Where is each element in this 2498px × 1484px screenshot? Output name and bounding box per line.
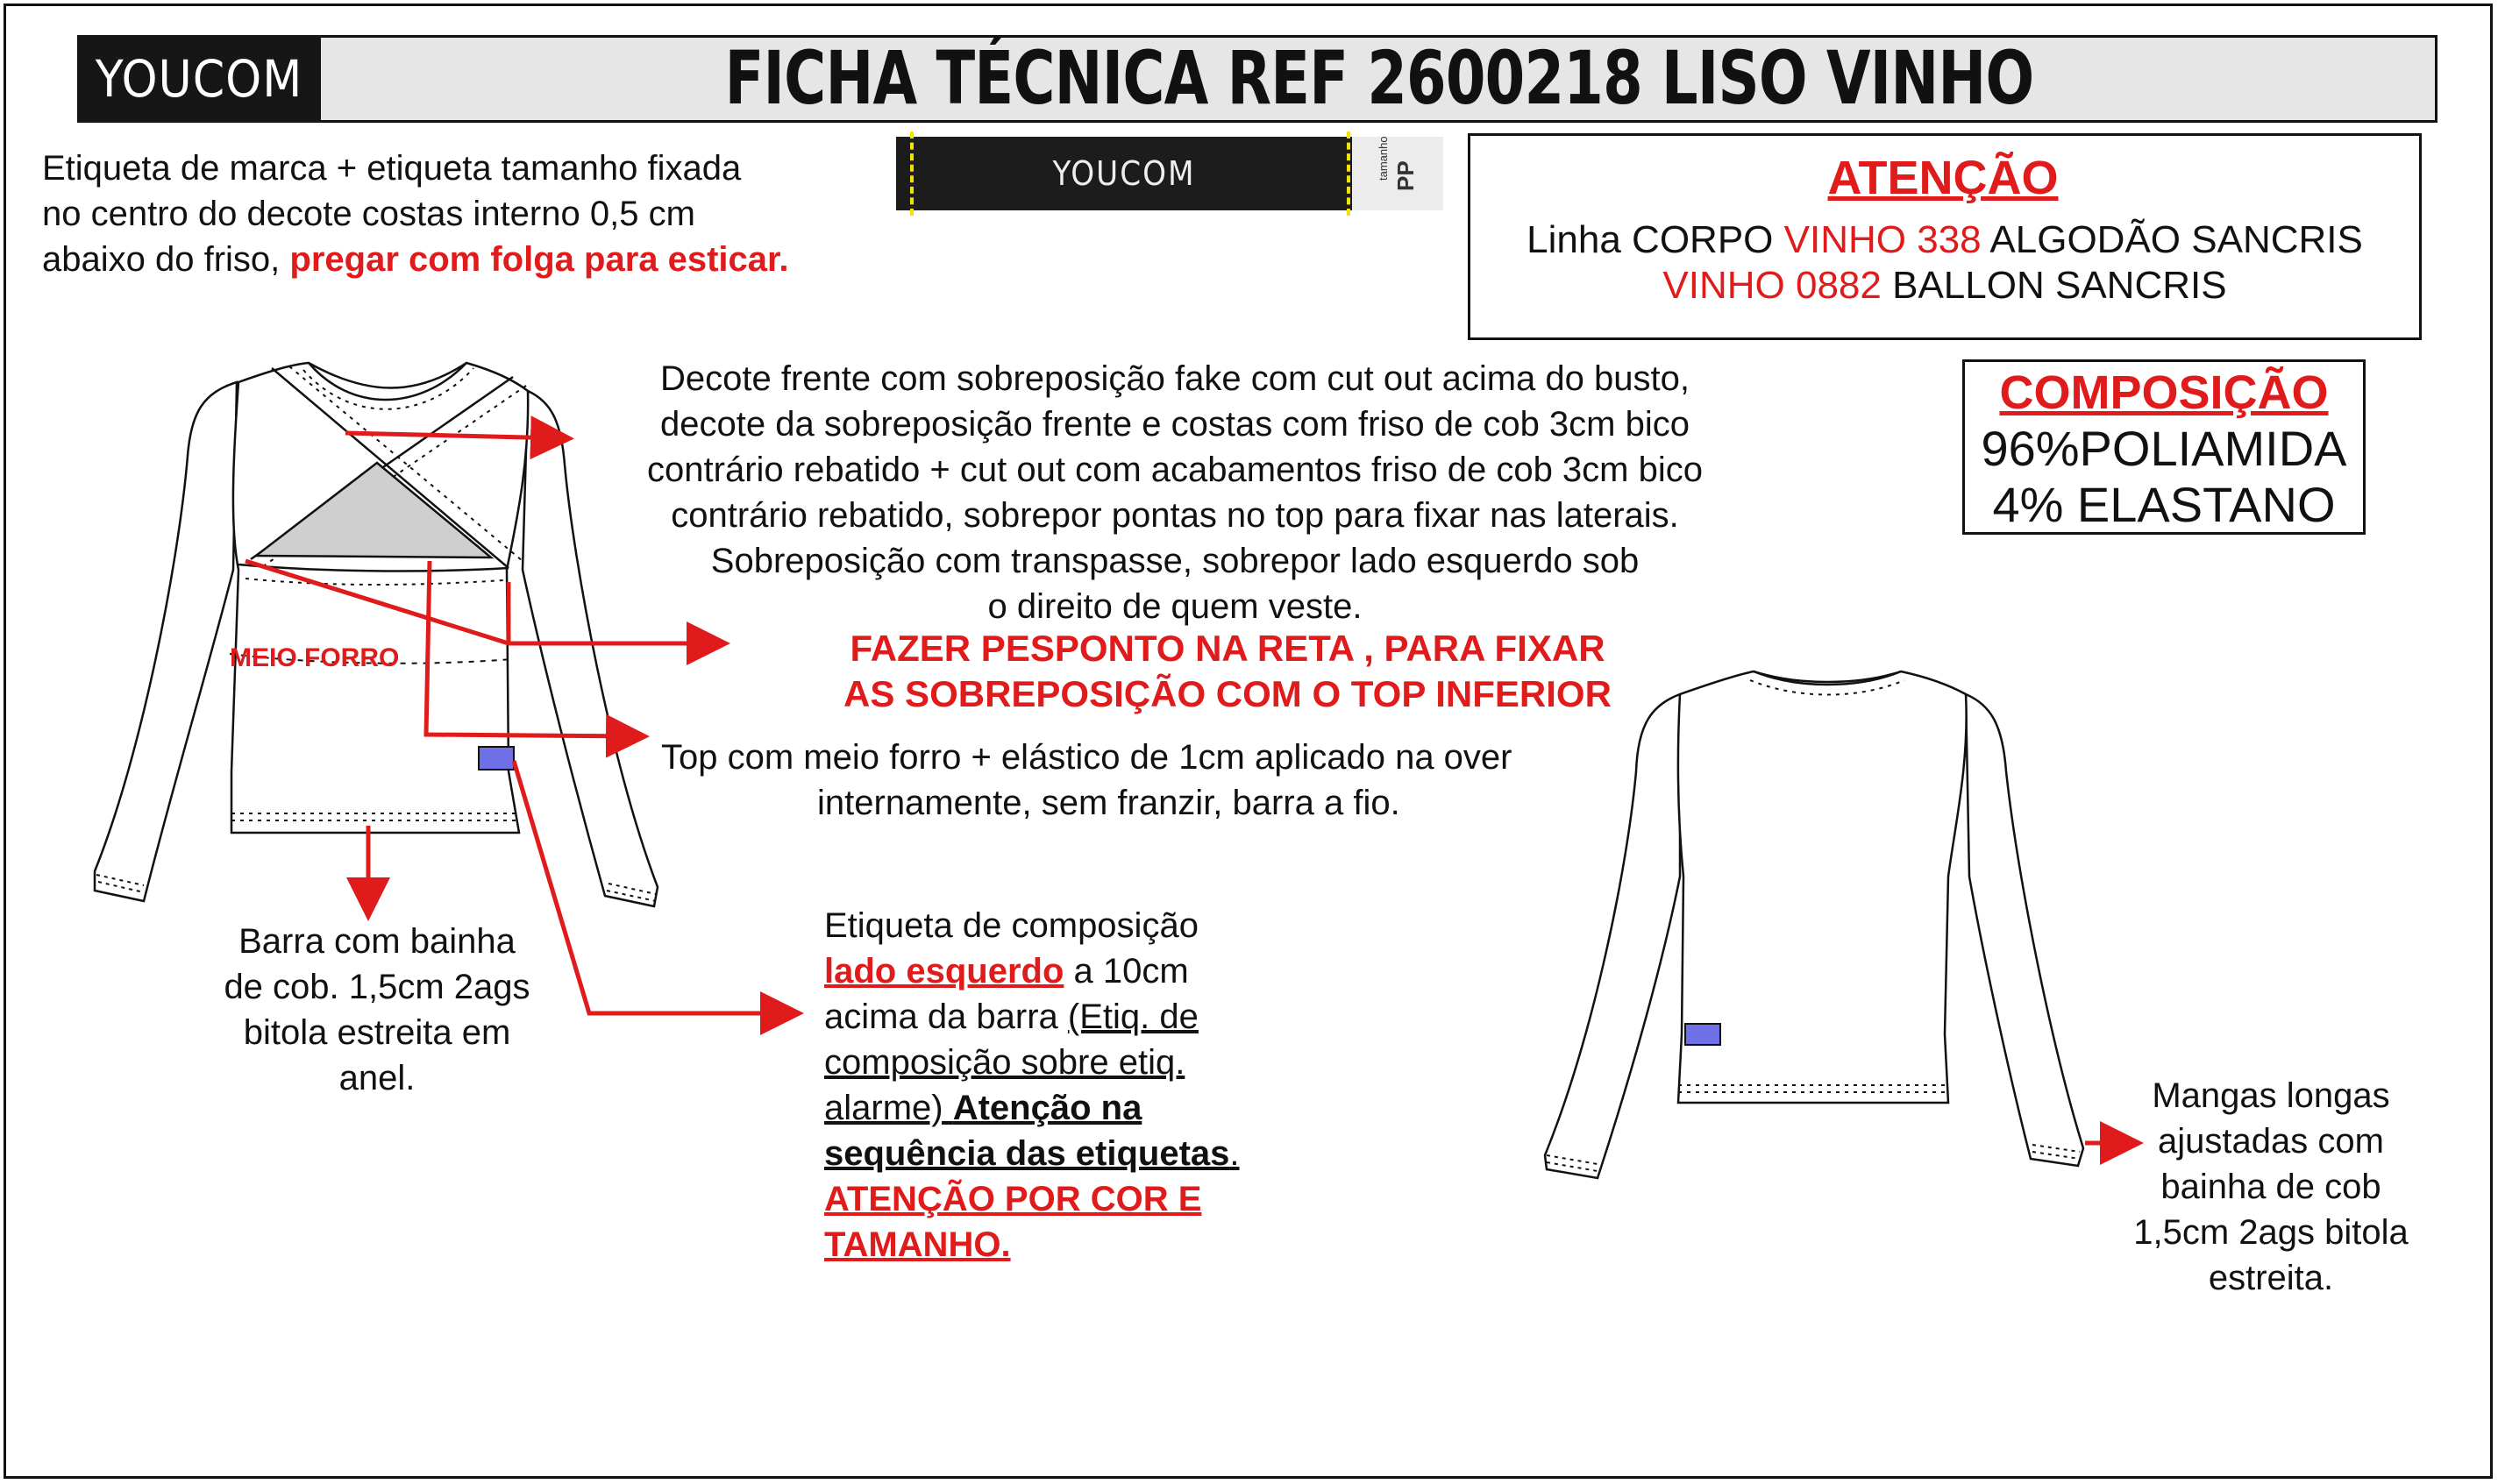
neckline-note-line: contrário rebatido + cut out com acabamentos friso de cob 3cm bico [647,451,1703,489]
neckline-note-line: contrário rebatido, sobrepor pontas no top para fixar nas laterais. [671,496,1679,535]
sleeve-note-line: ajustadas com [2158,1122,2384,1161]
care-note-line: sequência das etiquetas. [824,1134,1240,1173]
care-note-line: alarme) Atenção na [824,1089,1142,1127]
top-note-line: internamente, sem franzir, barra a fio. [817,784,1400,822]
sleeve-note-line: 1,5cm 2ags bitola [2133,1213,2409,1252]
sleeve-note-line: bainha de cob [2160,1168,2381,1206]
neckline-note-line: Decote frente com sobreposição fake com cut out acima do busto, [660,359,1690,398]
back-right-sleeve [1966,694,2083,1166]
stitch-note-line: AS SOBREPOSIÇÃO COM O TOP INFERIOR [843,673,1612,714]
care-note-line: lado esquerdo a 10cm [824,952,1189,991]
attention-line: Linha CORPO VINHO 338 ALGODÃO SANCRIS [1527,218,2363,261]
hem-note-line: de cob. 1,5cm 2ags [224,968,530,1006]
front-care-label [479,747,514,770]
care-note-line: Etiqueta de composição [824,906,1199,945]
label-note-line: abaixo do friso, pregar com folga para esticar. [42,240,789,279]
attention-title: ATENÇÃO [1827,152,2059,204]
label-sample-logo: YOUCOM [1052,154,1196,193]
composition-title: COMPOSIÇÃO [1999,366,2329,419]
composition-line: 4% ELASTANO [1992,477,2336,532]
page-title: FICHA TÉCNICA REF 2600218 LISO VINHO [724,35,2034,121]
hem-note-line: Barra com bainha [238,922,516,961]
neckline-note-line: Sobreposição com transpasse, sobrepor lado esquerdo sob [710,542,1640,580]
brand-logo-text: YOUCOM [95,49,303,109]
back-body [1678,671,1967,1103]
back-left-sleeve [1545,694,1680,1178]
label-note-line: no centro do decote costas interno 0,5 cm [42,195,695,233]
neckline-note-line: o direito de quem veste. [987,587,1363,626]
neckline-note-line: decote da sobreposição frente e costas com friso de cob 3cm bico [660,405,1690,444]
front-garment-sketch [95,363,658,906]
care-note-line: composição sobre etiq. [824,1043,1185,1082]
hem-note-line: bitola estreita em [243,1013,511,1052]
top-note-line: Top com meio forro + elástico de 1cm aplicado na over [661,738,1512,777]
label-sample-size: tamanho PP [1377,136,1419,191]
front-left-sleeve [95,382,237,901]
care-note-line: ATENÇÃO POR COR E [824,1180,1202,1218]
label-note-emphasis: pregar com folga para esticar. [289,240,789,279]
stitch-note-line: FAZER PESPONTO NA RETA , PARA FIXAR [850,628,1605,669]
composition-line: 96%POLIAMIDA [1981,421,2347,476]
sleeve-note-line: Mangas longas [2152,1076,2390,1115]
back-garment-sketch [1545,671,2083,1178]
sleeve-note-line: estreita. [2208,1259,2334,1297]
back-care-label [1685,1024,1720,1045]
care-note-line: acima da barra (Etiq. de [824,998,1199,1036]
care-note-line: TAMANHO. [824,1225,1011,1264]
attention-line: VINHO 0882 BALLON SANCRIS [1662,264,2227,307]
lining-label: MEIO FORRO [230,643,400,672]
label-note-line: Etiqueta de marca + etiqueta tamanho fixada [42,149,742,188]
front-right-sleeve [523,391,658,906]
hem-note-line: anel. [338,1059,416,1097]
